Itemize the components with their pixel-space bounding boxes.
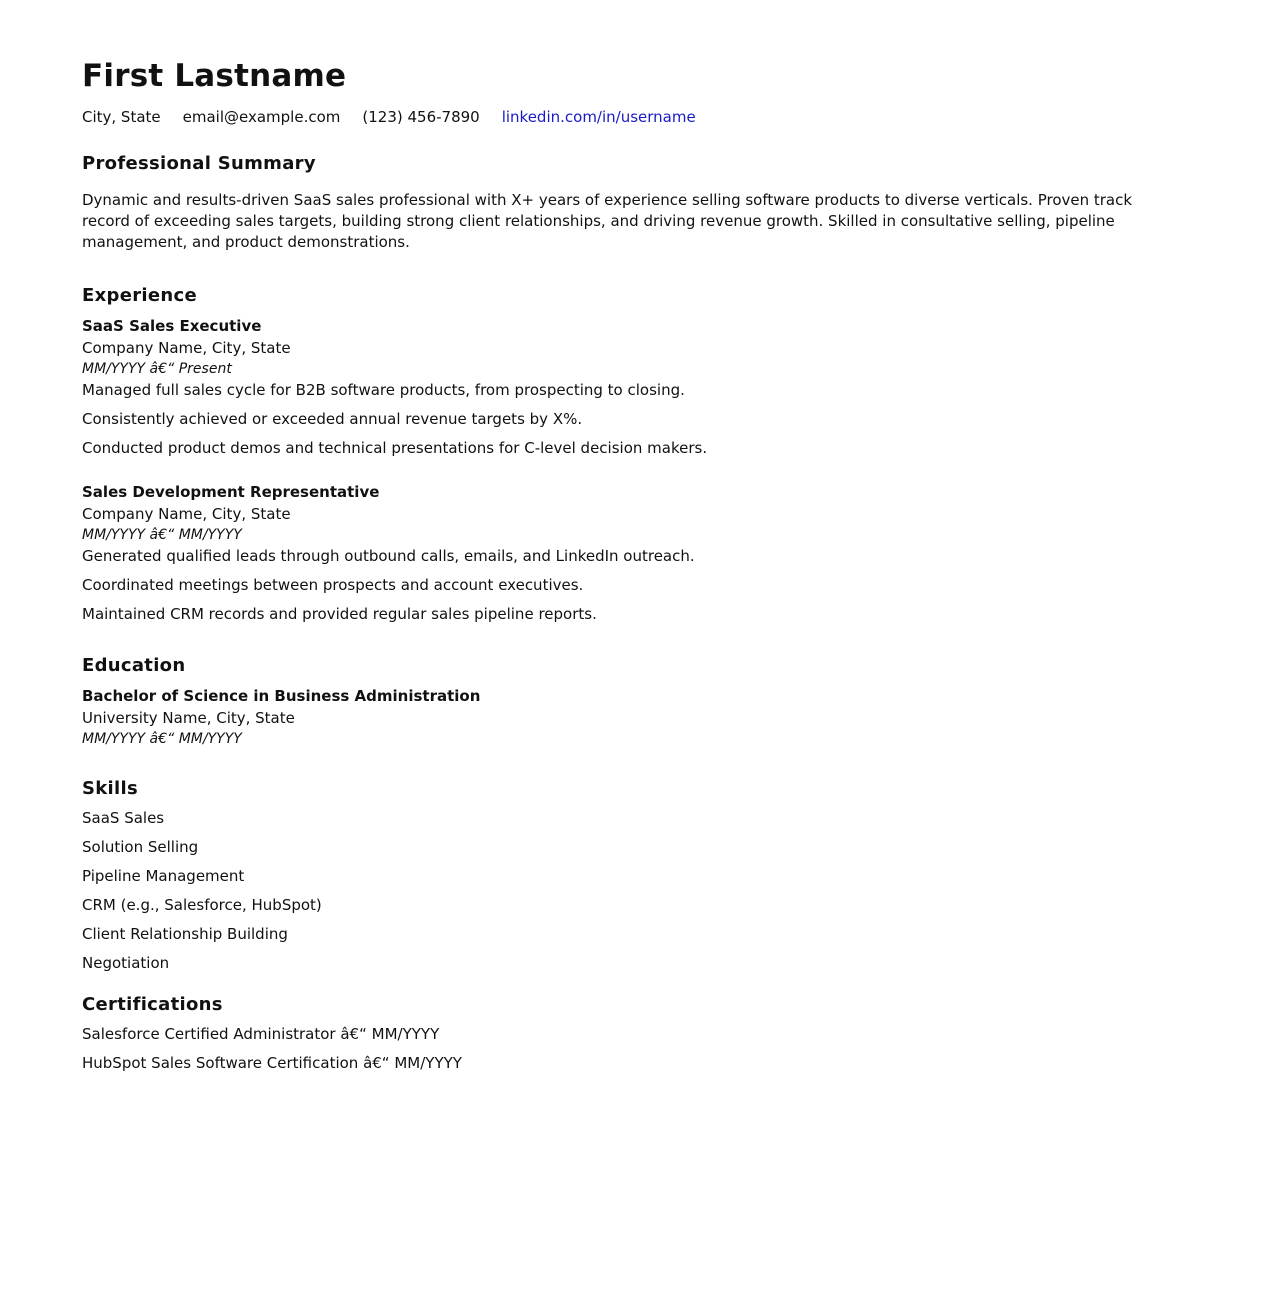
linkedin-link[interactable]: linkedin.com/in/username (501, 108, 696, 126)
email-text: email@example.com (182, 108, 341, 126)
job-bullet: Generated qualified leads through outbound calls, emails, and LinkedIn outreach. (82, 547, 695, 565)
job-bullets (82, 546, 1196, 625)
certifications-list (82, 1024, 1196, 1074)
job-bullet: Coordinated meetings between prospects and account executives. (82, 576, 584, 594)
job-company: Company Name, City, State (82, 339, 291, 357)
job-entry (82, 481, 1196, 625)
job-role: SaaS Sales Executive (82, 317, 262, 335)
job-bullets (82, 380, 1196, 459)
phone-text: (123) 456-7890 (362, 108, 480, 126)
skill-item: Solution Selling (82, 838, 199, 856)
skills-list (82, 808, 1196, 974)
summary-text: Dynamic and results-driven SaaS sales professional with X+ years of experience selling software products to diverse verticals. Proven track record of exceeding sales targets, building strong client relationships, and driving revenue growth. Skilled in consultative selling, pipeline management, and product demonstrations. (82, 191, 1133, 251)
summary-heading: Professional Summary (82, 153, 316, 174)
contact-info (82, 106, 1196, 128)
job-bullet: Managed full sales cycle for B2B software products, from prospecting to closing. (82, 381, 685, 399)
candidate-name: First Lastname (82, 58, 347, 94)
school-name: University Name, City, State (82, 709, 295, 727)
job-bullet: Consistently achieved or exceeded annual revenue targets by X%. (82, 410, 583, 428)
job-entry (82, 315, 1196, 459)
certification-item: Salesforce Certified Administrator â€“ MM/YYYY (82, 1025, 440, 1043)
certifications-heading: Certifications (82, 994, 223, 1015)
job-dates: MM/YYYY â€“ MM/YYYY (82, 527, 242, 543)
job-dates: MM/YYYY â€“ Present (82, 361, 232, 377)
skills-heading: Skills (82, 778, 138, 799)
job-role: Sales Development Representative (82, 483, 380, 501)
skill-item: SaaS Sales (82, 809, 165, 827)
skill-item: CRM (e.g., Salesforce, HubSpot) (82, 896, 322, 914)
certification-item: HubSpot Sales Software Certification â€“ MM/YYYY (82, 1054, 462, 1072)
job-bullet: Maintained CRM records and provided regular sales pipeline reports. (82, 605, 597, 623)
skill-item: Negotiation (82, 954, 170, 972)
location-text: City, State (82, 108, 161, 126)
skill-item: Client Relationship Building (82, 925, 288, 943)
job-company: Company Name, City, State (82, 505, 291, 523)
degree-name: Bachelor of Science in Business Administration (82, 687, 481, 705)
education-heading: Education (82, 655, 186, 676)
education-entry (82, 685, 1196, 750)
experience-heading: Experience (82, 285, 197, 306)
job-bullet: Conducted product demos and technical presentations for C-level decision makers. (82, 439, 708, 457)
skill-item: Pipeline Management (82, 867, 245, 885)
education-dates: MM/YYYY â€“ MM/YYYY (82, 731, 242, 747)
